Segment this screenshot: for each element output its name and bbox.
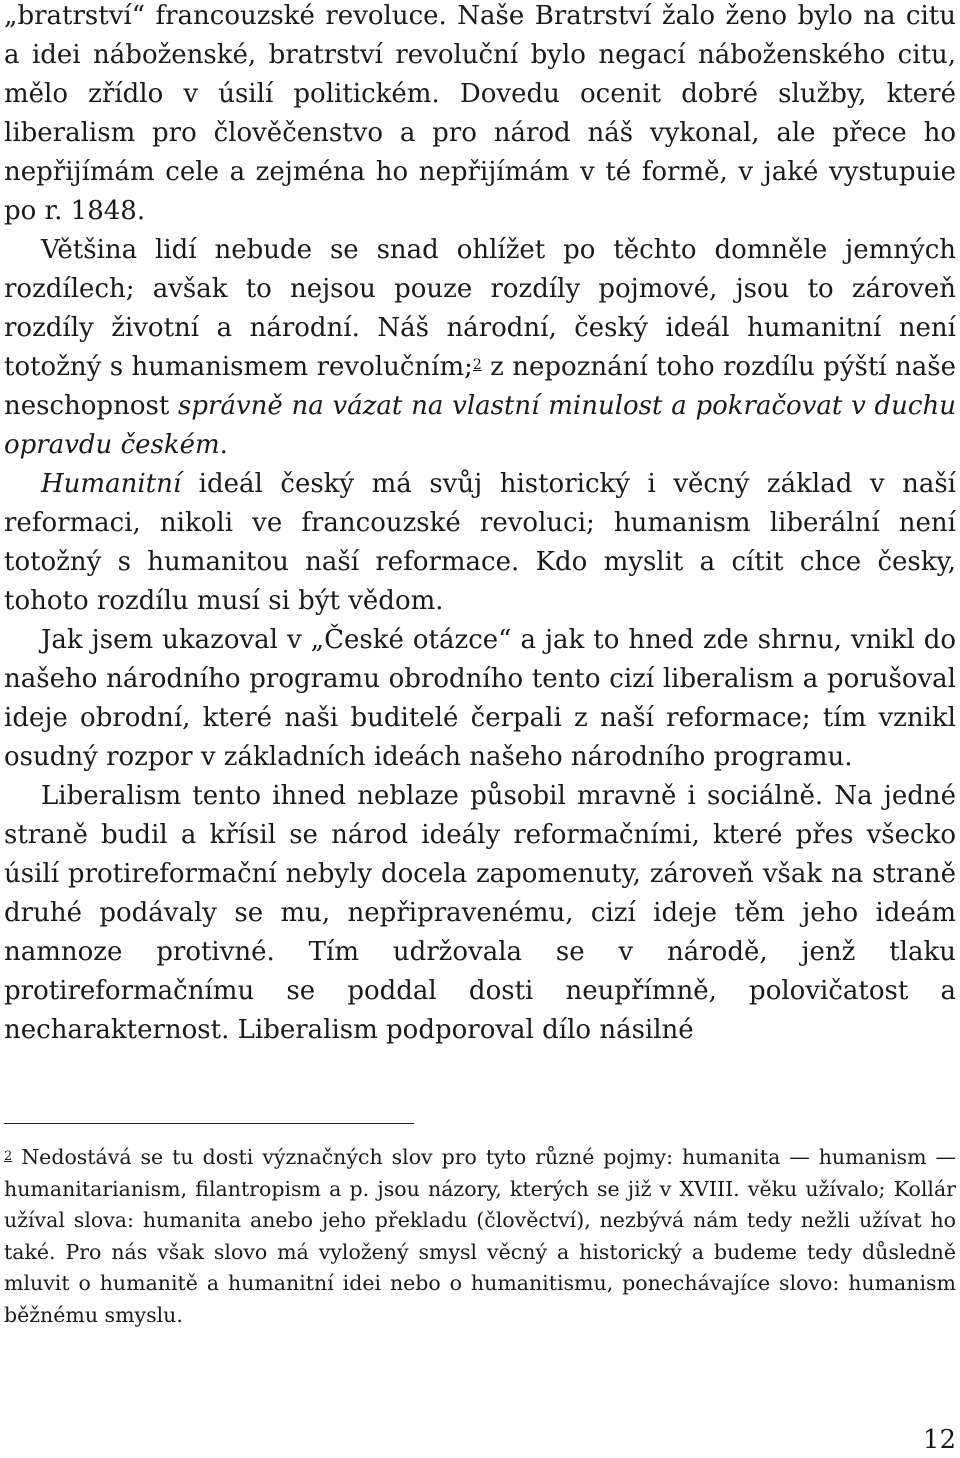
paragraph-5-text: Liberalism tento ihned neblaze působil mravně i sociálně. Na jedné straně budil a křísil se národ ideály reformačními, které přes všecko úsilí protireformační nebyly docela zapomenuty, zároveň však na straně druhé podávaly se mu, nepřipravenému, cizí ideje těm jeho ideám namnoze protivné. Tím udržovala se v národě, jenž tlaku protireformačnímu se poddal dosti neupřímně, polovičatost a necharakternost. Liberalism podporoval dílo násilné	[4, 781, 956, 1045]
footnote	[4, 1142, 956, 1331]
page-number: 12	[922, 1425, 956, 1455]
paragraph-3	[4, 465, 956, 621]
page-body	[4, 0, 956, 1050]
footnote-number: 2	[4, 1149, 13, 1164]
paragraph-2-text: Většina lidí nebude se snad ohlížet po těchto domněle jemných rozdílech; avšak to nejsou pouze rozdíly pojmové, jsou to zároveň rozdíly životní a národní. Náš národní, český ideál humanitní není totožný s humanismem revolučním;	[4, 235, 956, 382]
paragraph-2	[4, 231, 956, 465]
paragraph-3-text: ideál český má svůj historický i věcný základ v naší reformaci, nikoli ve francouzské revoluci; humanism liberální není totožný s humanitou naší reformace. Kdo myslit a cítit chce česky, tohoto rozdílu musí si být vědom.	[4, 469, 956, 616]
paragraph-1-text: „bratrství“ francouzské revoluce. Naše Bratrství žalo ženo bylo na citu a idei náboženské, bratrství revoluční bylo negací náboženského citu, mělo zřídlo v úsilí politickém. Dovedu ocenit dobré služby, které liberalism pro člověčenstvo a pro národ náš vykonal, ale přece ho nepřijímám cele a zejména ho nepřijímám v té formě, v jaké vystupuie po r. 1848.	[4, 1, 956, 226]
main-text	[4, 0, 956, 1050]
paragraph-3-italic: Humanitní	[41, 469, 182, 499]
footnote-text: Nedostává se tu dosti význačných slov pro tyto různé pojmy: humanita — humanism — humanitarianism, filantropism a p. jsou názory, kterých se již v XVIII. věku užívalo; Kollár užíval slova: humanita anebo jeho překladu (člověctví), nezbývá nám tedy nežli užívat ho také. Pro nás však slovo má vyložený smysl věcný a historický a budeme tedy důsledně mluvit o humanitě a humanitní idei nebo o humanitismu, ponechávajíce slovo: humanism běžnému smyslu.	[4, 1145, 956, 1327]
paragraph-4-text: Jak jsem ukazoval v „České otázce“ a jak to hned zde shrnu, vnikl do našeho národního programu obrodního tento cizí liberalism a porušoval ideje obrodní, které naši buditelé čerpali z naší reformace; tím vznikl osudný rozpor v základních ideách našeho národního programu.	[4, 625, 956, 772]
paragraph-2-text-continued: z nepoznání toho rozdílu pýští naše neschopnost	[4, 352, 956, 421]
footnote-separator	[4, 1123, 414, 1124]
footnote-reference[interactable]: 2	[472, 357, 482, 373]
paragraph-2-italic: správně na vázat na vlastní minulost a pokračovat v duchu opravdu českém	[4, 391, 956, 460]
paragraph-4	[4, 621, 956, 777]
paragraph-1	[4, 0, 956, 231]
paragraph-5	[4, 777, 956, 1050]
paragraph-2-end: .	[219, 430, 228, 460]
